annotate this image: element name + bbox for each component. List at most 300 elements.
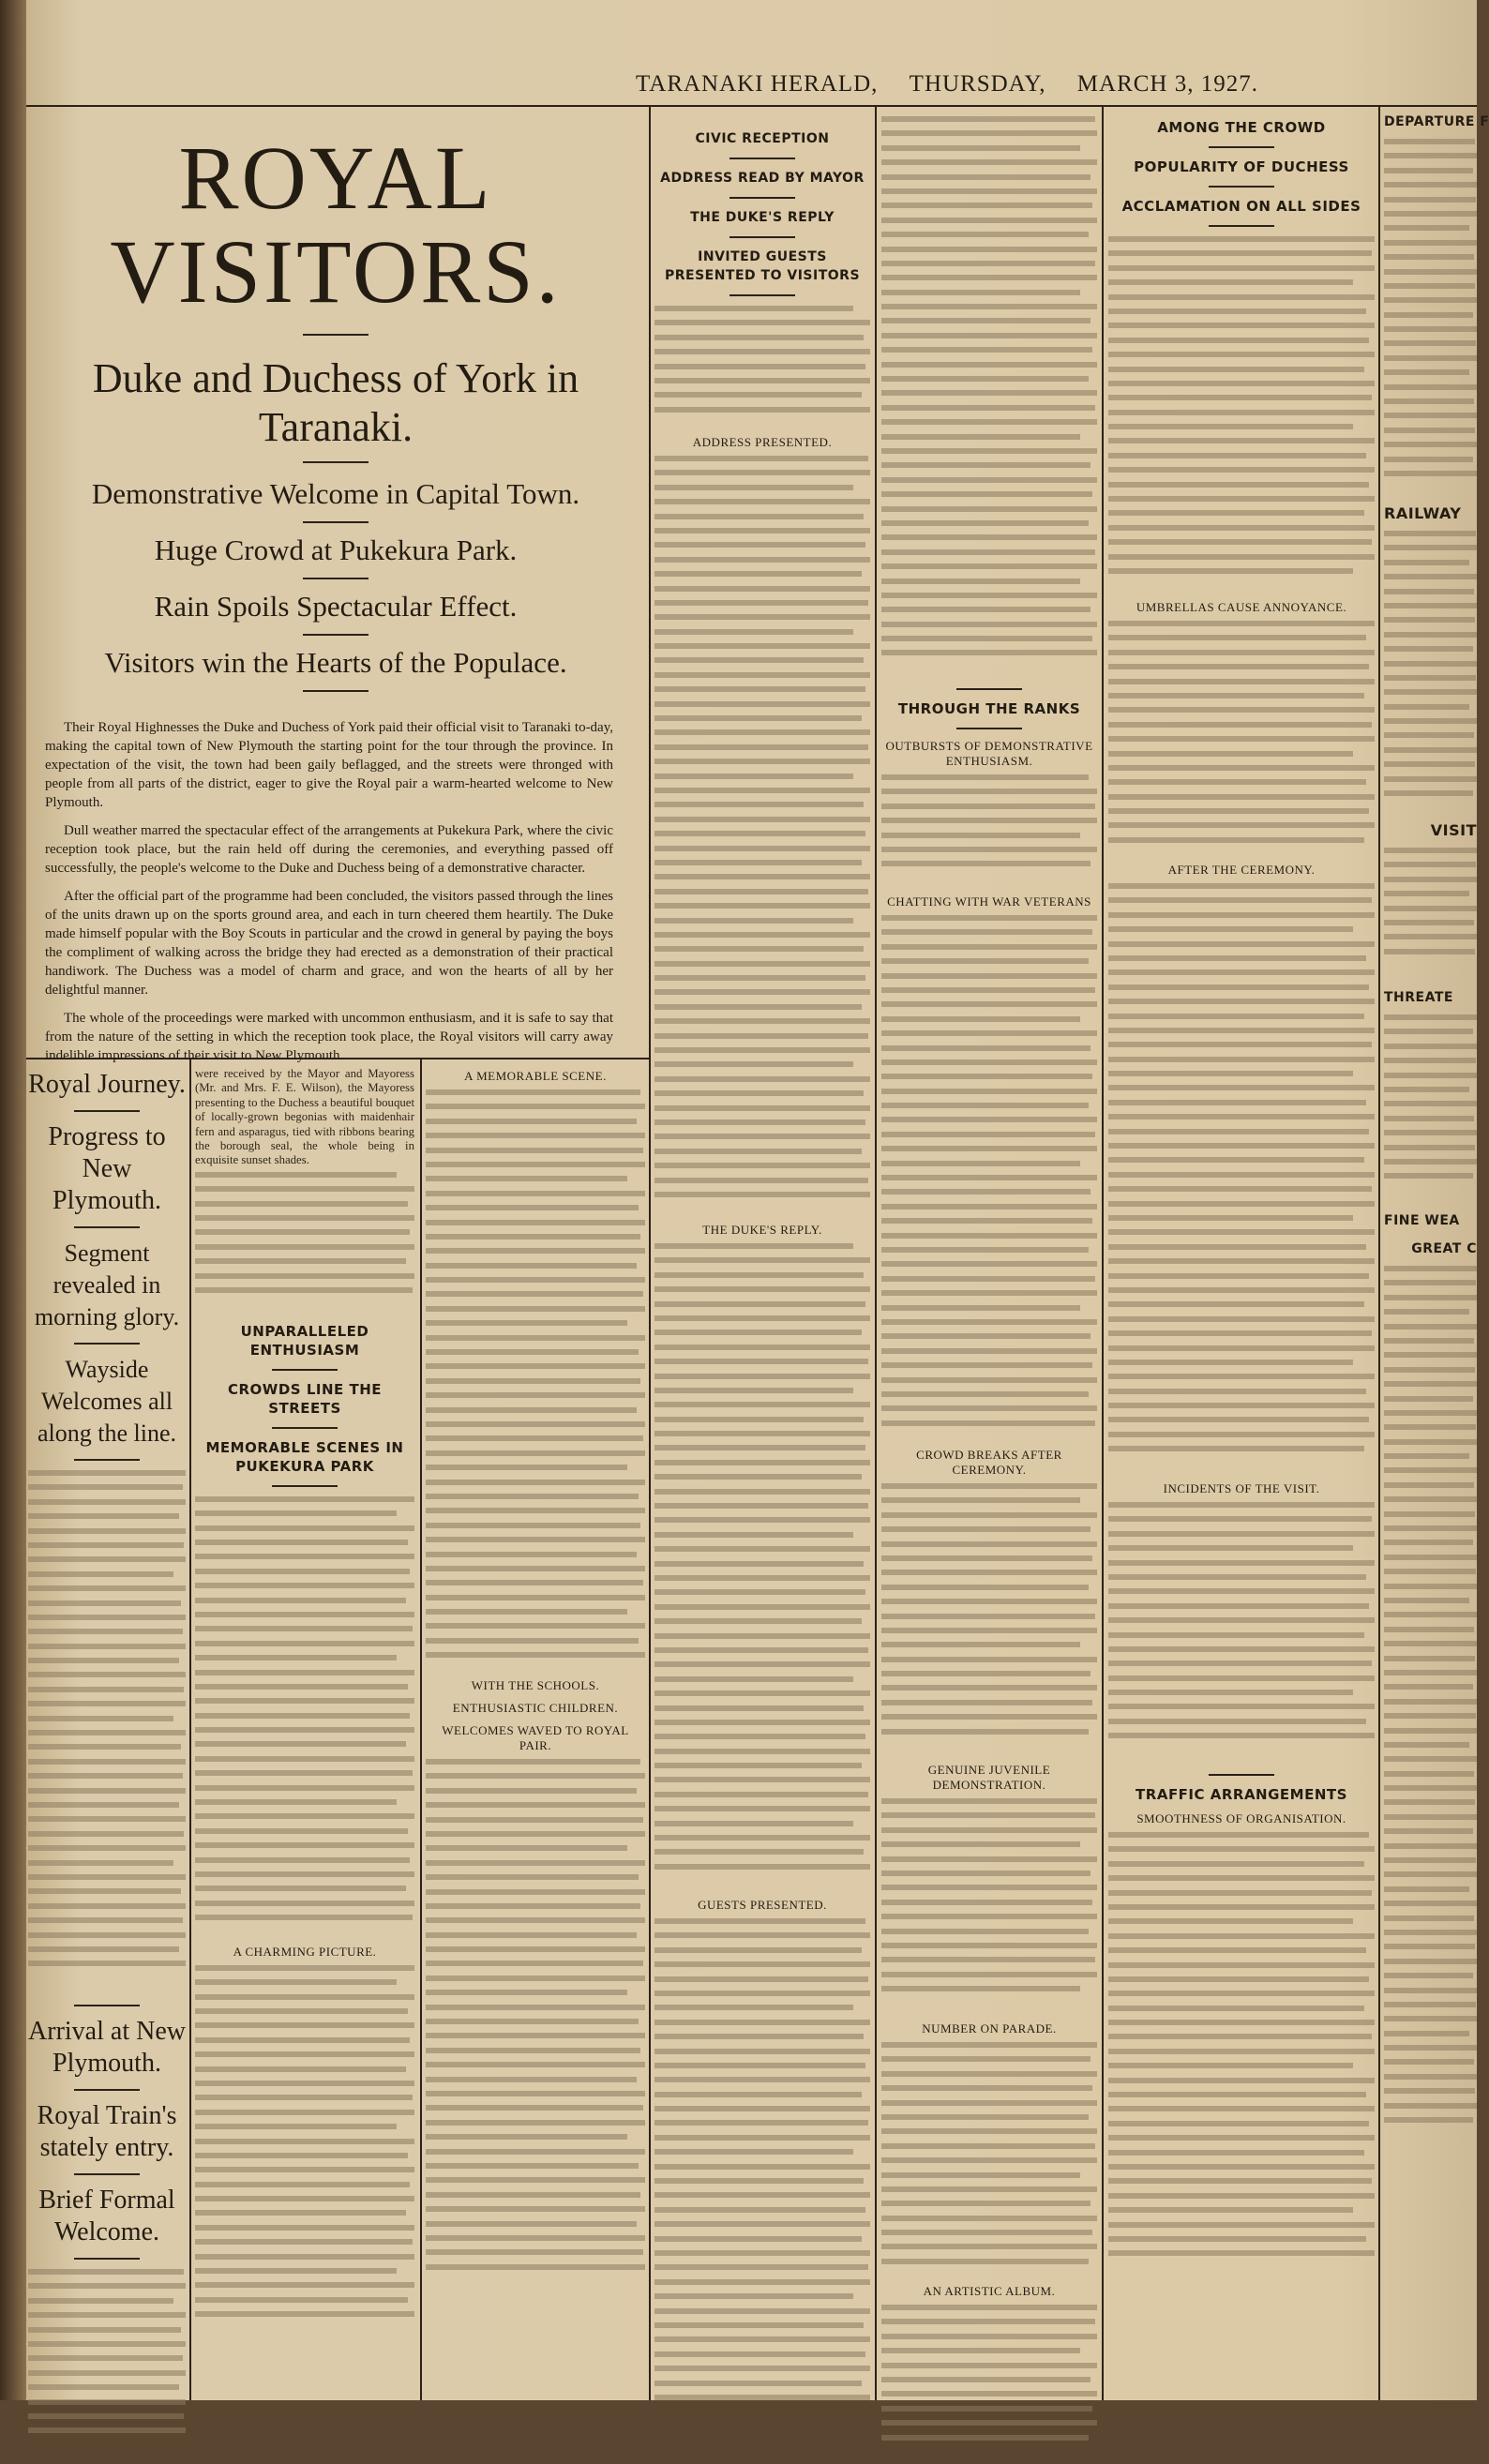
text-line bbox=[654, 1690, 870, 1696]
text-line bbox=[654, 1864, 870, 1870]
text-line bbox=[1384, 1381, 1477, 1387]
lead-paragraph: Their Royal Highnesses the Duke and Duchess of York paid their official visit to Taranaki to-day, making the capital town of New Plymouth the starting point for the tour through the province. In expectation of the visit, the town had been gaily beflagged, and the streets were thronged with people from all parts of the district, eager to give the Royal pair a warm-hearted welcome to New Plymouth. bbox=[45, 720, 613, 810]
text-line bbox=[654, 1532, 853, 1538]
masthead-paper: TARANAKI HERALD, bbox=[636, 71, 879, 97]
text-line bbox=[195, 2225, 414, 2231]
text-line bbox=[881, 774, 1089, 780]
text-line bbox=[426, 1889, 645, 1895]
text-line bbox=[1384, 355, 1477, 361]
text-line bbox=[881, 1541, 1097, 1547]
text-line bbox=[1384, 1467, 1477, 1473]
text-block bbox=[881, 116, 1097, 679]
heading-popularity: POPULARITY OF DUCHESS bbox=[1134, 158, 1349, 175]
text-line bbox=[654, 2192, 870, 2198]
text-line bbox=[1108, 2078, 1375, 2083]
heading-memorable-scene: A MEMORABLE SCENE. bbox=[464, 1069, 607, 1083]
text-line bbox=[1384, 646, 1473, 652]
divider bbox=[1209, 146, 1274, 148]
heading-with-schools: WITH THE SCHOOLS. bbox=[471, 1678, 600, 1692]
text-line bbox=[195, 1525, 414, 1531]
text-line bbox=[1384, 442, 1477, 447]
text-line bbox=[654, 2381, 862, 2386]
text-line bbox=[426, 1133, 645, 1138]
text-line bbox=[28, 1816, 186, 1822]
text-line bbox=[426, 1508, 645, 1513]
text-line bbox=[426, 1623, 645, 1629]
divider bbox=[303, 521, 368, 523]
text-line bbox=[654, 2063, 865, 2068]
text-line bbox=[195, 1670, 414, 1675]
text-line bbox=[881, 159, 1097, 165]
edge-heading-great: GREAT C bbox=[1411, 1241, 1477, 1256]
text-line bbox=[654, 643, 870, 649]
text-line bbox=[195, 2066, 406, 2072]
text-line bbox=[881, 2128, 1097, 2134]
text-line bbox=[881, 2420, 1097, 2426]
text-line bbox=[426, 2048, 640, 2053]
text-line bbox=[881, 174, 1090, 180]
text-line bbox=[654, 1676, 853, 1682]
text-line bbox=[881, 1030, 1097, 1036]
text-line bbox=[654, 2279, 870, 2285]
text-line bbox=[28, 1845, 186, 1851]
text-line bbox=[1384, 877, 1477, 882]
text-line bbox=[1384, 2031, 1469, 2036]
text-line bbox=[881, 1812, 1095, 1818]
text-line bbox=[195, 2196, 414, 2201]
heading-crowds: CROWDS LINE THE STREETS bbox=[227, 1380, 383, 1417]
text-line bbox=[1384, 1087, 1469, 1092]
text-block bbox=[195, 1496, 414, 1937]
text-line bbox=[426, 1961, 643, 1966]
text-line bbox=[28, 2312, 186, 2318]
text-line bbox=[426, 1595, 645, 1600]
text-line bbox=[1384, 269, 1477, 275]
text-line bbox=[426, 1089, 640, 1095]
text-line bbox=[426, 1652, 645, 1658]
text-block bbox=[1108, 1832, 1375, 2301]
text-line bbox=[1384, 661, 1477, 667]
text-line bbox=[1108, 1229, 1375, 1235]
text-line bbox=[881, 261, 1095, 266]
text-line bbox=[1384, 1453, 1469, 1459]
text-line bbox=[654, 1417, 864, 1422]
text-line bbox=[881, 1074, 1092, 1079]
heading-address-presented: ADDRESS PRESENTED. bbox=[692, 435, 833, 449]
text-line bbox=[28, 1917, 183, 1923]
text-block bbox=[881, 1483, 1097, 1755]
text-line bbox=[654, 485, 853, 490]
text-line bbox=[426, 1773, 645, 1779]
text-line bbox=[195, 1785, 414, 1791]
subheadline: Duke and Duchess of York in Taranaki. bbox=[92, 355, 579, 450]
text-line bbox=[1108, 2178, 1372, 2184]
text-line bbox=[426, 1976, 645, 1981]
text-line bbox=[1108, 381, 1375, 386]
text-line bbox=[881, 2157, 1097, 2163]
text-line bbox=[881, 2114, 1089, 2120]
text-line bbox=[28, 1470, 186, 1476]
text-line bbox=[654, 392, 862, 398]
text-line bbox=[654, 528, 870, 533]
text-line bbox=[426, 1788, 637, 1794]
text-line bbox=[881, 2085, 1092, 2091]
text-line bbox=[881, 593, 1097, 598]
text-line bbox=[1108, 751, 1353, 757]
text-line bbox=[654, 2178, 864, 2184]
text-line bbox=[195, 2037, 410, 2043]
text-line bbox=[426, 2091, 645, 2096]
text-line bbox=[654, 1061, 853, 1067]
text-line bbox=[28, 1716, 173, 1721]
text-line bbox=[881, 1319, 1097, 1325]
edge-heading-railway: RAILWAY bbox=[1384, 504, 1462, 522]
masthead-date: MARCH 3, 1927. bbox=[1076, 71, 1258, 97]
text-line bbox=[654, 1503, 868, 1509]
text-line bbox=[28, 1903, 186, 1909]
text-block bbox=[1108, 621, 1375, 855]
left-heading-3: Segment revealed in morning glory. bbox=[34, 1240, 180, 1330]
column-rule bbox=[1378, 107, 1380, 2400]
edge-heading-departure: DEPARTURE F bbox=[1384, 114, 1489, 129]
text-line bbox=[1108, 294, 1375, 300]
text-line bbox=[1384, 1073, 1477, 1078]
text-line bbox=[426, 1845, 627, 1851]
text-line bbox=[881, 2305, 1097, 2310]
text-line bbox=[426, 1335, 645, 1341]
text-line bbox=[654, 514, 864, 519]
text-line bbox=[1108, 679, 1375, 684]
text-line bbox=[881, 1059, 1097, 1065]
text-line bbox=[1384, 531, 1476, 536]
text-line bbox=[881, 1856, 1097, 1862]
text-line bbox=[1108, 2121, 1369, 2126]
text-line bbox=[1384, 1482, 1474, 1488]
text-line bbox=[881, 2435, 1089, 2441]
left-heading-7: Brief Formal Welcome. bbox=[38, 2186, 175, 2246]
text-line bbox=[881, 1377, 1097, 1383]
text-line bbox=[654, 2351, 865, 2357]
text-line bbox=[654, 744, 868, 750]
text-line bbox=[654, 407, 870, 413]
text-line bbox=[1108, 1389, 1366, 1394]
text-line bbox=[881, 847, 1097, 852]
text-line bbox=[28, 1946, 179, 1952]
text-line bbox=[28, 1542, 184, 1548]
text-line bbox=[881, 944, 1097, 950]
text-line bbox=[1384, 1785, 1477, 1791]
text-line bbox=[426, 1263, 637, 1269]
text-line bbox=[1384, 560, 1469, 565]
text-block bbox=[1384, 531, 1477, 812]
text-line bbox=[881, 973, 1097, 979]
text-line bbox=[1108, 1617, 1375, 1623]
text-line bbox=[195, 1655, 397, 1660]
text-line bbox=[1384, 211, 1477, 217]
text-line bbox=[1108, 1028, 1375, 1033]
text-line bbox=[1108, 525, 1375, 531]
text-line bbox=[881, 2259, 1089, 2264]
text-line bbox=[881, 1247, 1089, 1253]
text-line bbox=[1384, 1396, 1473, 1402]
text-line bbox=[1384, 1598, 1469, 1603]
text-line bbox=[1108, 1258, 1375, 1264]
text-line bbox=[881, 290, 1080, 295]
text-line bbox=[654, 1792, 868, 1797]
text-line bbox=[881, 376, 1089, 382]
text-line bbox=[1384, 1612, 1477, 1617]
text-line bbox=[195, 1244, 414, 1250]
text-line bbox=[1384, 457, 1473, 462]
text-line bbox=[654, 715, 862, 721]
text-line bbox=[881, 1161, 1080, 1166]
text-line bbox=[654, 1835, 870, 1840]
heading-the-dukes-reply: THE DUKE'S REPLY. bbox=[702, 1223, 822, 1237]
text-line bbox=[1384, 1871, 1477, 1877]
text-line bbox=[28, 2384, 179, 2390]
lead-paragraph: After the official part of the programme had been concluded, the visitors passed through the lines of the units drawn up on the sports ground area, and each in turn cheered them heartily. The Duke made himself popular with the Boy Scouts in particular and the crowd in general by paying the boys the compliment of walking across the bridge they had erected as a demonstration of their practical handiwork. The Duchess was a model of charm and grace, and won the hearts of all by her delightful manner. bbox=[45, 889, 613, 998]
text-line bbox=[426, 1191, 645, 1196]
text-line bbox=[654, 2221, 870, 2227]
text-line bbox=[881, 2071, 1097, 2077]
text-line bbox=[881, 2172, 1080, 2178]
divider bbox=[303, 461, 368, 463]
text-line bbox=[654, 1821, 853, 1826]
text-line bbox=[654, 571, 862, 577]
text-line bbox=[426, 1104, 645, 1109]
text-line bbox=[881, 1657, 1097, 1662]
text-line bbox=[426, 2221, 637, 2227]
text-line bbox=[881, 145, 1080, 151]
text-line bbox=[654, 1388, 853, 1393]
text-line bbox=[28, 2298, 173, 2304]
text-line bbox=[654, 1105, 870, 1111]
text-line bbox=[195, 2254, 414, 2260]
text-line bbox=[426, 1465, 627, 1470]
heading-after-ceremony: AFTER THE CEREMONY. bbox=[1167, 863, 1316, 877]
text-line bbox=[654, 586, 870, 592]
text-line bbox=[426, 2105, 643, 2111]
text-line bbox=[1108, 1646, 1375, 1652]
text-line bbox=[881, 419, 1097, 425]
text-line bbox=[881, 2391, 1097, 2396]
text-line bbox=[1384, 1266, 1477, 1271]
text-line bbox=[195, 1569, 410, 1574]
text-line bbox=[28, 2370, 186, 2376]
text-line bbox=[1384, 1145, 1475, 1150]
text-line bbox=[881, 1204, 1097, 1209]
text-line bbox=[28, 1788, 186, 1794]
divider bbox=[74, 1459, 140, 1461]
text-line bbox=[195, 2282, 414, 2288]
text-line bbox=[881, 188, 1097, 194]
text-line bbox=[28, 1888, 181, 1894]
text-line bbox=[28, 2269, 184, 2275]
text-line bbox=[195, 1965, 414, 1971]
text-line bbox=[654, 1047, 870, 1053]
divider bbox=[1209, 225, 1274, 227]
text-line bbox=[1384, 1670, 1477, 1675]
text-line bbox=[654, 729, 870, 735]
text-line bbox=[426, 1609, 627, 1615]
text-line bbox=[1108, 1201, 1375, 1207]
heading-unparalleled: UNPARALLELED ENTHUSIASM bbox=[240, 1322, 369, 1359]
text-line bbox=[1384, 225, 1469, 231]
text-line bbox=[1384, 1029, 1473, 1034]
text-line bbox=[426, 2033, 645, 2038]
text-line bbox=[1384, 1058, 1476, 1063]
text-block bbox=[1384, 848, 1477, 979]
heading-artistic-album: AN ARTISTIC ALBUM. bbox=[923, 2284, 1056, 2298]
text-line bbox=[654, 1076, 870, 1082]
text-line bbox=[28, 1672, 186, 1677]
text-line bbox=[1384, 2059, 1474, 2065]
text-line bbox=[654, 629, 853, 635]
text-block bbox=[195, 1965, 414, 2340]
text-line bbox=[1108, 2193, 1375, 2199]
heading-number-parade: NUMBER ON PARADE. bbox=[922, 2021, 1057, 2036]
text-line bbox=[881, 2406, 1092, 2411]
text-line bbox=[195, 1842, 414, 1848]
text-line bbox=[426, 1494, 639, 1499]
welcome-column bbox=[195, 1067, 414, 2400]
text-line bbox=[28, 1528, 186, 1534]
text-line bbox=[1108, 395, 1372, 400]
text-line bbox=[654, 2106, 870, 2111]
text-line bbox=[654, 1991, 870, 1996]
text-line bbox=[1108, 1432, 1375, 1437]
text-line bbox=[195, 1598, 406, 1603]
text-line bbox=[195, 1186, 414, 1192]
text-line bbox=[881, 275, 1097, 280]
text-line bbox=[1384, 1886, 1469, 1892]
text-line bbox=[654, 1618, 862, 1624]
text-line bbox=[1384, 790, 1473, 796]
text-line bbox=[1108, 1875, 1375, 1881]
text-line bbox=[1108, 1904, 1375, 1910]
text-line bbox=[1108, 707, 1375, 713]
text-line bbox=[1384, 182, 1477, 188]
text-line bbox=[1108, 1690, 1353, 1695]
text-line bbox=[1384, 428, 1475, 433]
text-line bbox=[881, 1714, 1097, 1720]
text-line bbox=[654, 2020, 870, 2025]
text-line bbox=[881, 1841, 1080, 1847]
text-line bbox=[1384, 2002, 1476, 2007]
civic-reception-column bbox=[654, 120, 870, 2400]
text-line bbox=[654, 2293, 853, 2299]
text-line bbox=[426, 1566, 645, 1571]
text-line bbox=[1384, 197, 1476, 203]
text-line bbox=[654, 600, 868, 606]
text-line bbox=[426, 1638, 639, 1644]
text-line bbox=[881, 804, 1095, 809]
text-line bbox=[1108, 1516, 1372, 1522]
text-line bbox=[654, 1286, 870, 1292]
text-line bbox=[654, 542, 865, 548]
text-line bbox=[1108, 1085, 1375, 1090]
text-line bbox=[654, 1345, 870, 1350]
text-line bbox=[28, 2327, 181, 2333]
text-line bbox=[195, 1258, 406, 1264]
text-line bbox=[881, 1929, 1089, 1934]
text-line bbox=[195, 1727, 414, 1733]
text-line bbox=[881, 2377, 1090, 2382]
text-line bbox=[195, 1871, 414, 1877]
text-line bbox=[881, 1628, 1097, 1633]
heading-through-ranks: THROUGH THE RANKS bbox=[897, 700, 1081, 717]
text-block bbox=[1108, 1502, 1375, 1765]
text-line bbox=[654, 378, 870, 383]
text-line bbox=[1384, 848, 1477, 853]
text-line bbox=[654, 306, 853, 311]
text-line bbox=[28, 1932, 186, 1938]
text-block bbox=[1108, 236, 1375, 593]
text-line bbox=[28, 2283, 186, 2289]
text-line bbox=[1384, 369, 1469, 375]
masthead-day: THURSDAY, bbox=[909, 71, 1046, 97]
text-line bbox=[1384, 413, 1477, 418]
text-line bbox=[881, 116, 1095, 122]
text-line bbox=[1384, 1511, 1475, 1517]
text-line bbox=[881, 448, 1097, 454]
text-line bbox=[426, 1917, 645, 1923]
text-line bbox=[654, 860, 862, 865]
text-line bbox=[881, 218, 1097, 223]
text-line bbox=[28, 1571, 173, 1577]
text-line bbox=[881, 2201, 1090, 2206]
text-line bbox=[654, 2049, 870, 2054]
text-line bbox=[426, 2177, 645, 2183]
text-line bbox=[195, 1756, 414, 1762]
text-line bbox=[426, 1759, 640, 1765]
text-line bbox=[1108, 808, 1369, 814]
text-line bbox=[28, 2413, 184, 2419]
right-edge-column bbox=[1384, 103, 1489, 2400]
text-line bbox=[881, 1189, 1090, 1194]
text-line bbox=[426, 1903, 640, 1909]
text-line bbox=[1108, 2207, 1353, 2213]
text-line bbox=[28, 1730, 186, 1735]
text-line bbox=[1108, 1588, 1375, 1594]
text-line bbox=[881, 1526, 1090, 1532]
heading-incidents: INCIDENTS OF THE VISIT. bbox=[1163, 1481, 1320, 1495]
text-line bbox=[654, 2395, 870, 2400]
column-rule bbox=[875, 107, 877, 2400]
text-line bbox=[1384, 312, 1473, 318]
text-line bbox=[654, 1134, 870, 1139]
divider bbox=[729, 294, 795, 296]
text-line bbox=[881, 2334, 1097, 2339]
text-line bbox=[426, 1990, 627, 1995]
text-line bbox=[654, 1763, 862, 1768]
edge-heading-fine-weather: FINE WEA bbox=[1384, 1213, 1460, 1228]
text-line bbox=[195, 1813, 414, 1819]
divider bbox=[303, 690, 368, 692]
heading-welcomes-waved: WELCOMES WAVED TO ROYAL PAIR. bbox=[442, 1723, 629, 1752]
text-line bbox=[195, 2095, 413, 2100]
deck-4: Visitors win the Hearts of the Populace. bbox=[104, 646, 567, 679]
text-line bbox=[1108, 1660, 1372, 1666]
text-line bbox=[654, 1961, 870, 1967]
text-line bbox=[1384, 168, 1473, 173]
text-line bbox=[1384, 1044, 1477, 1049]
text-line bbox=[28, 1585, 186, 1591]
text-line bbox=[654, 1777, 870, 1782]
text-line bbox=[881, 1885, 1097, 1890]
text-line bbox=[881, 2042, 1097, 2048]
text-line bbox=[1384, 2117, 1473, 2123]
